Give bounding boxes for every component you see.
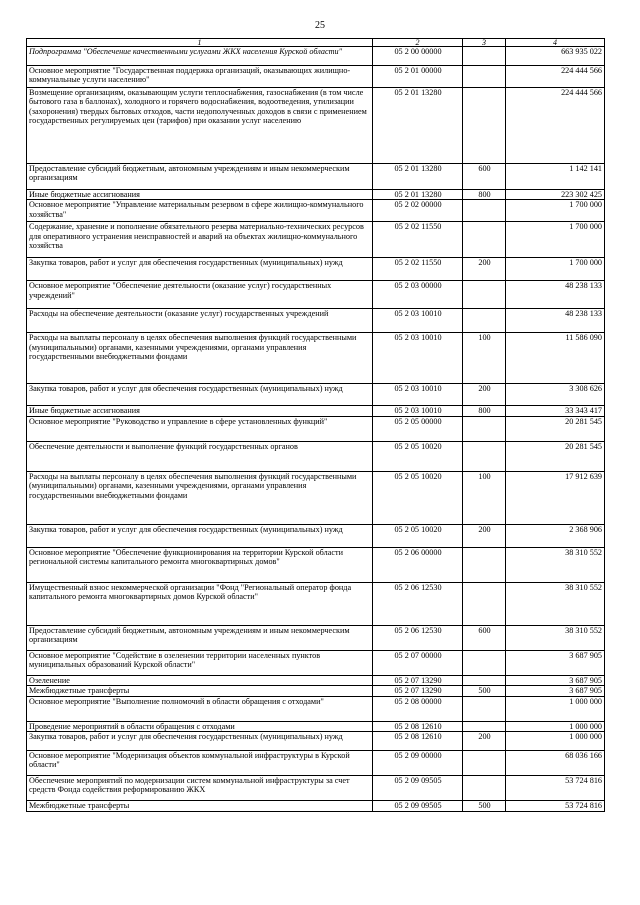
row-sum: 3 687 905 <box>506 675 605 685</box>
row-sum: 48 238 133 <box>506 309 605 333</box>
table-row <box>27 333 605 384</box>
table-row <box>27 406 605 416</box>
row-type <box>463 650 506 675</box>
table-row <box>27 582 605 625</box>
row-code: 05 2 05 00000 <box>373 416 463 441</box>
row-name: Расходы на обеспечение деятельности (оказание услуг) государственных учреждений <box>27 309 373 333</box>
row-type <box>463 309 506 333</box>
row-name: Закупка товаров, работ и услуг для обеспечения государственных (муниципальных) нужд <box>27 732 373 751</box>
row-sum: 224 444 566 <box>506 88 605 164</box>
row-code: 05 2 02 11550 <box>373 222 463 258</box>
row-code: 05 2 07 00000 <box>373 650 463 675</box>
row-type <box>463 281 506 309</box>
row-code: 05 2 02 11550 <box>373 258 463 281</box>
table-row <box>27 675 605 685</box>
row-name: Основное мероприятие "Выполнение полномочий в области обращения с отходами" <box>27 696 373 721</box>
row-name: Закупка товаров, работ и услуг для обеспечения государственных (муниципальных) нужд <box>27 258 373 281</box>
row-code: 05 2 06 00000 <box>373 547 463 582</box>
row-code: 05 2 06 12530 <box>373 582 463 625</box>
table-row <box>27 281 605 309</box>
row-type: 500 <box>463 801 506 812</box>
header-row <box>27 39 605 47</box>
table-row <box>27 47 605 66</box>
row-name: Имущественный взнос некоммерческой организации "Фонд "Региональный оператор фонда капитального ремонта многоквартирных домов Курской области" <box>27 582 373 625</box>
row-sum: 38 310 552 <box>506 582 605 625</box>
row-type <box>463 222 506 258</box>
row-type: 200 <box>463 524 506 547</box>
row-sum: 11 586 090 <box>506 333 605 384</box>
row-name: Закупка товаров, работ и услуг для обеспечения государственных (муниципальных) нужд <box>27 384 373 406</box>
row-name: Межбюджетные трансферты <box>27 686 373 696</box>
table-row <box>27 650 605 675</box>
row-name: Основное мероприятие "Содействие в озеленении территории населенных пунктов муниципальных образований Курской области" <box>27 650 373 675</box>
row-sum: 223 302 425 <box>506 190 605 200</box>
table-row <box>27 88 605 164</box>
table-row <box>27 164 605 190</box>
row-code: 05 2 09 09505 <box>373 801 463 812</box>
row-type: 200 <box>463 258 506 281</box>
row-sum: 663 935 022 <box>506 47 605 66</box>
row-sum: 1 000 000 <box>506 732 605 751</box>
table-row <box>27 384 605 406</box>
table-row <box>27 471 605 524</box>
row-code: 05 2 03 10010 <box>373 406 463 416</box>
row-type <box>463 751 506 776</box>
row-sum: 1 000 000 <box>506 696 605 721</box>
row-sum: 1 700 000 <box>506 200 605 222</box>
row-code: 05 2 01 00000 <box>373 66 463 88</box>
row-type: 600 <box>463 164 506 190</box>
table-row <box>27 66 605 88</box>
row-code: 05 2 09 00000 <box>373 751 463 776</box>
row-sum: 3 687 905 <box>506 686 605 696</box>
row-code: 05 2 06 12530 <box>373 625 463 650</box>
row-name: Расходы на выплаты персоналу в целях обеспечения выполнения функций государственными (муниципальными) органами, казенными учреждениями, органами управления государственными внебюджетными фондами <box>27 333 373 384</box>
row-sum: 3 687 905 <box>506 650 605 675</box>
row-name: Обеспечение мероприятий по модернизации систем коммунальной инфраструктуры за счет средств Фонда содействия реформированию ЖКХ <box>27 776 373 801</box>
header-col-2: 2 <box>373 39 463 47</box>
row-sum: 38 310 552 <box>506 547 605 582</box>
row-code: 05 2 08 00000 <box>373 696 463 721</box>
row-name: Проведение мероприятий в области обращения с отходами <box>27 721 373 731</box>
table-row <box>27 416 605 441</box>
row-name: Расходы на выплаты персоналу в целях обеспечения выполнения функций государственными (муниципальными) органами, казенными учреждениями, органами управления государственными внебюджетными фондами <box>27 471 373 524</box>
row-code: 05 2 07 13290 <box>373 686 463 696</box>
row-name: Предоставление субсидий бюджетным, автономным учреждениям и иным некоммерческим организациям <box>27 164 373 190</box>
row-type <box>463 675 506 685</box>
table-row <box>27 732 605 751</box>
row-type <box>463 721 506 731</box>
table-row <box>27 686 605 696</box>
table-row <box>27 222 605 258</box>
table-row <box>27 309 605 333</box>
row-sum: 48 238 133 <box>506 281 605 309</box>
table-row <box>27 200 605 222</box>
row-name: Закупка товаров, работ и услуг для обеспечения государственных (муниципальных) нужд <box>27 524 373 547</box>
row-name: Возмещение организациям, оказывающим услуги теплоснабжения, газоснабжения (в том числе бытового газа в баллонах), холодного и горячего водоснабжения, водоотведения, утилизации (захоронения) твердых бытовых отходов, части недополученных доходов в связи с применением государственных регулируемых цен (тарифов) при оказании услуг населению <box>27 88 373 164</box>
table-row <box>27 524 605 547</box>
row-code: 05 2 01 13280 <box>373 88 463 164</box>
row-name: Основное мероприятие "Руководство и управление в сфере установленных функций" <box>27 416 373 441</box>
row-sum: 3 308 626 <box>506 384 605 406</box>
row-type <box>463 88 506 164</box>
row-code: 05 2 05 10020 <box>373 471 463 524</box>
row-code: 05 2 01 13280 <box>373 190 463 200</box>
row-name: Обеспечение деятельности и выполнение функций государственных органов <box>27 441 373 471</box>
row-code: 05 2 08 12610 <box>373 732 463 751</box>
table-row <box>27 721 605 731</box>
row-name: Иные бюджетные ассигнования <box>27 406 373 416</box>
row-type: 200 <box>463 384 506 406</box>
row-name: Основное мероприятие "Обеспечение функционирования на территории Курской области региональной системы капитального ремонта многоквартирных домов" <box>27 547 373 582</box>
row-type <box>463 696 506 721</box>
row-sum: 53 724 816 <box>506 801 605 812</box>
row-name: Предоставление субсидий бюджетным, автономным учреждениям и иным некоммерческим организациям <box>27 625 373 650</box>
page-number: 25 <box>315 20 325 31</box>
row-name: Содержание, хранение и пополнение обязательного резерва материально-технических ресурсов для оперативного устранения неисправностей и аварий на объектах жилищно-коммунального хозяйства <box>27 222 373 258</box>
row-sum: 1 142 141 <box>506 164 605 190</box>
row-sum: 1 700 000 <box>506 222 605 258</box>
row-sum: 224 444 566 <box>506 66 605 88</box>
row-type <box>463 200 506 222</box>
row-name: Основное мероприятие "Государственная поддержка организаций, оказывающих жилищно-коммунальные услуги населению" <box>27 66 373 88</box>
row-code: 05 2 00 00000 <box>373 47 463 66</box>
row-name: Основное мероприятие "Управление материальным резервом в сфере жилищно-коммунального хозяйства" <box>27 200 373 222</box>
row-type <box>463 66 506 88</box>
table-body <box>27 47 605 812</box>
row-code: 05 2 03 00000 <box>373 281 463 309</box>
row-type: 100 <box>463 471 506 524</box>
row-name: Подпрограмма "Обеспечение качественными услугами ЖКХ населения Курской области" <box>27 47 373 66</box>
table-row <box>27 696 605 721</box>
row-name: Основное мероприятие "Модернизация объектов коммунальной инфраструктуры в Курской области" <box>27 751 373 776</box>
row-sum: 20 281 545 <box>506 416 605 441</box>
row-code: 05 2 05 10020 <box>373 524 463 547</box>
row-type: 600 <box>463 625 506 650</box>
table-row <box>27 625 605 650</box>
row-type: 100 <box>463 333 506 384</box>
table-row <box>27 751 605 776</box>
table-row <box>27 441 605 471</box>
row-sum: 20 281 545 <box>506 441 605 471</box>
row-name: Основное мероприятие "Обеспечение деятельности (оказание услуг) государственных учреждений" <box>27 281 373 309</box>
header-col-4: 4 <box>506 39 605 47</box>
row-sum: 68 036 166 <box>506 751 605 776</box>
row-type <box>463 776 506 801</box>
row-sum: 1 700 000 <box>506 258 605 281</box>
row-name: Озеленение <box>27 675 373 685</box>
row-type <box>463 582 506 625</box>
row-code: 05 2 03 10010 <box>373 384 463 406</box>
table-row <box>27 258 605 281</box>
row-type <box>463 47 506 66</box>
row-type <box>463 441 506 471</box>
row-name: Межбюджетные трансферты <box>27 801 373 812</box>
row-code: 05 2 09 09505 <box>373 776 463 801</box>
table-row <box>27 801 605 812</box>
row-sum: 53 724 816 <box>506 776 605 801</box>
row-sum: 2 368 906 <box>506 524 605 547</box>
row-type: 200 <box>463 732 506 751</box>
row-type: 800 <box>463 190 506 200</box>
row-sum: 33 343 417 <box>506 406 605 416</box>
row-type: 800 <box>463 406 506 416</box>
row-code: 05 2 03 10010 <box>373 309 463 333</box>
row-type: 500 <box>463 686 506 696</box>
row-code: 05 2 08 12610 <box>373 721 463 731</box>
row-code: 05 2 03 10010 <box>373 333 463 384</box>
row-code: 05 2 07 13290 <box>373 675 463 685</box>
budget-table <box>26 38 605 812</box>
table-row <box>27 776 605 801</box>
table-row <box>27 190 605 200</box>
row-type <box>463 416 506 441</box>
header-col-1: 1 <box>27 39 373 47</box>
row-name: Иные бюджетные ассигнования <box>27 190 373 200</box>
row-code: 05 2 02 00000 <box>373 200 463 222</box>
header-col-3: 3 <box>463 39 506 47</box>
row-sum: 17 912 639 <box>506 471 605 524</box>
table-row <box>27 547 605 582</box>
row-sum: 1 000 000 <box>506 721 605 731</box>
row-type <box>463 547 506 582</box>
row-code: 05 2 01 13280 <box>373 164 463 190</box>
row-sum: 38 310 552 <box>506 625 605 650</box>
row-code: 05 2 05 10020 <box>373 441 463 471</box>
